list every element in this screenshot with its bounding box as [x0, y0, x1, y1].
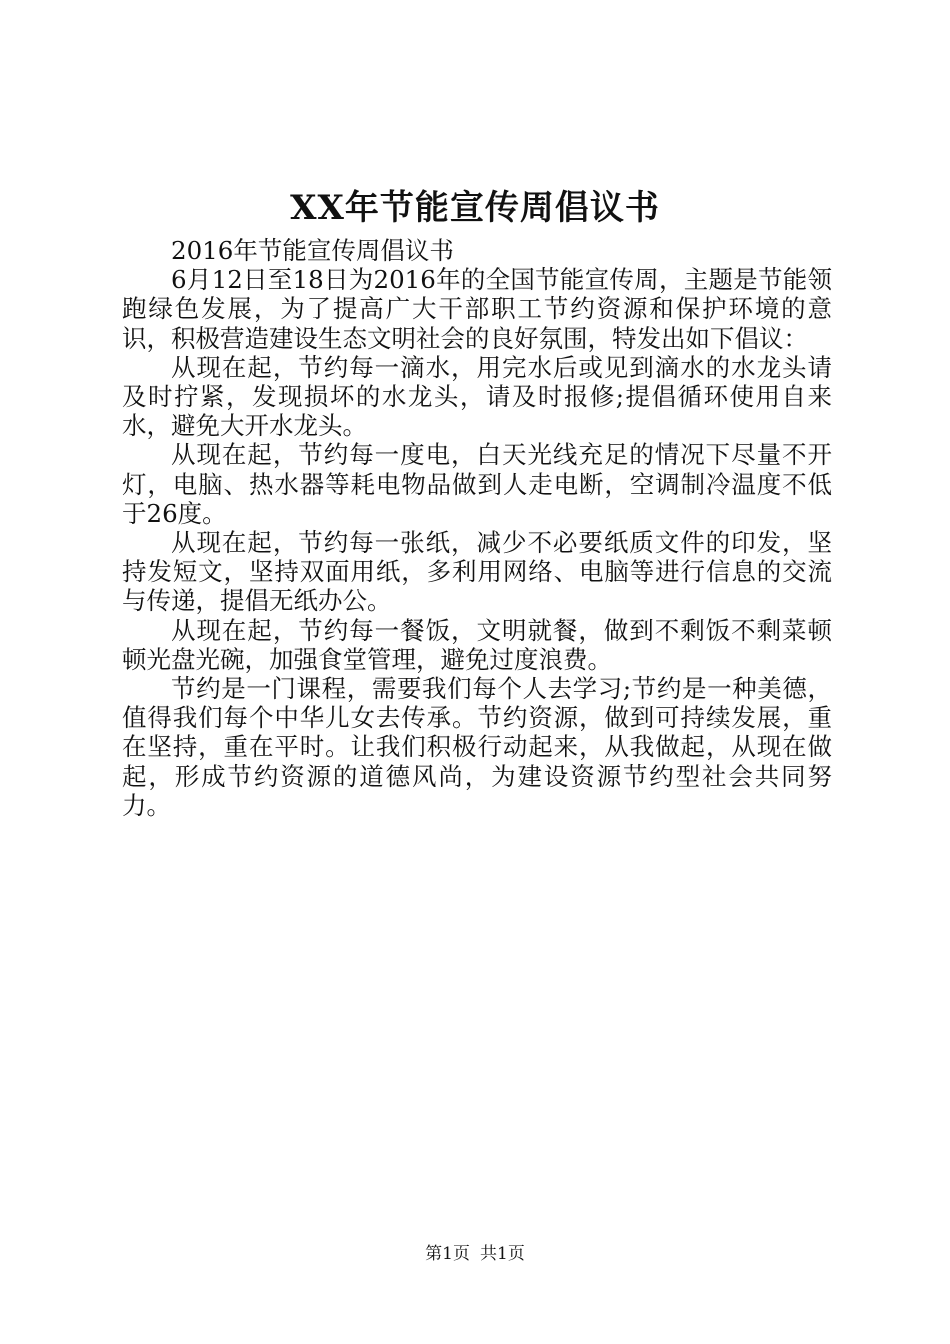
page-number: 第1页	[425, 1244, 470, 1264]
page-footer	[0, 1242, 950, 1266]
subtitle-paragraph: 2016年节能宣传周倡议书	[171, 236, 454, 265]
closing-paragraph: 节约是一门课程，需要我们每个人去学习;节约是一种美德，值得我们每个中华儿女去传承。节约资源，做到可持续发展，重在坚持，重在平时。让我们积极行动起来，从我做起，从现在做起，形成节约资源的道德风尚，为建设资源节约型社会共同努力。	[122, 674, 832, 820]
document-body	[122, 236, 832, 820]
electricity-paragraph: 从现在起，节约每一度电，白天光线充足的情况下尽量不开灯，电脑、热水器等耗电物品做到人走电断，空调制冷温度不低于26度。	[122, 440, 832, 528]
page-total: 共1页	[480, 1244, 525, 1264]
intro-paragraph: 6月12日至18日为2016年的全国节能宣传周，主题是节能领跑绿色发展，为了提高广大干部职工节约资源和保护环境的意识，积极营造建设生态文明社会的良好氛围，特发出如下倡议：	[122, 265, 832, 353]
paper-paragraph: 从现在起，节约每一张纸，减少不必要纸质文件的印发，坚持发短文，坚持双面用纸，多利用网络、电脑等进行信息的交流与传递，提倡无纸办公。	[122, 528, 832, 616]
water-paragraph: 从现在起，节约每一滴水，用完水后或见到滴水的水龙头请及时拧紧，发现损坏的水龙头，请及时报修;提倡循环使用自来水，避免大开水龙头。	[122, 352, 832, 441]
document-title: XX年节能宣传周倡议书	[290, 188, 660, 228]
meal-paragraph: 从现在起，节约每一餐饭，文明就餐，做到不剩饭不剩菜顿顿光盘光碗，加强食堂管理，避免过度浪费。	[122, 615, 832, 674]
